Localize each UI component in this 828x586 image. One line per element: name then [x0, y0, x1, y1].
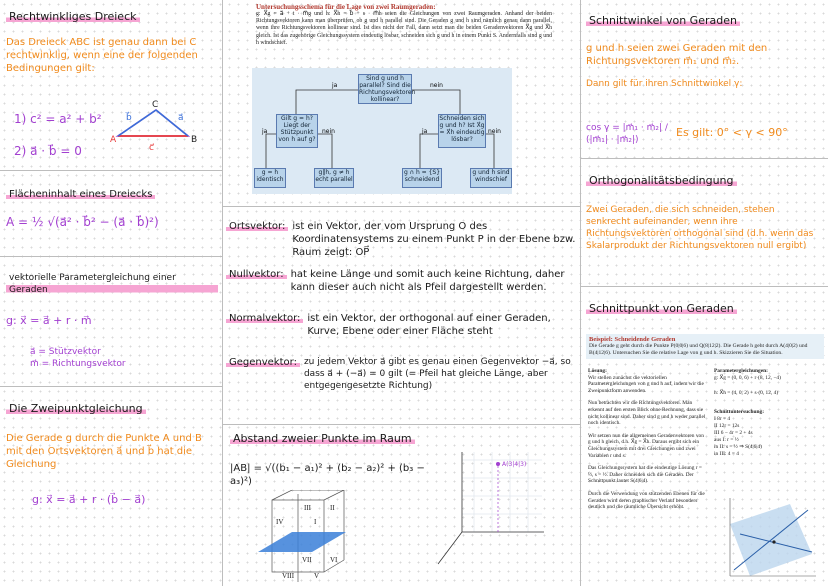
label-B: B — [191, 135, 198, 145]
section-text: g und h seien zwei Geraden mit den Richtungsvektoren m⃗₁ und m⃗₂. — [586, 43, 768, 67]
analysis-scheme — [256, 3, 552, 47]
section-text-2: Dann gilt für ihren Schnittwinkel γ: — [586, 79, 743, 89]
divider — [580, 286, 828, 287]
scheme-text: g: X⃗g = a⃗ + t · m⃗g und h: X⃗h = b⃗ + s · m⃗h seien die Gleichungen von zwei Raumgeraden. Anhand der beiden Richtungsvektoren kann man überprüfen, ob g und h parallel sind. Die Geraden g und h sind nämlich genau dann parallel, wenn ihre Richtungsvektoren kollinear sind. Ist dies nicht der Fall, dann setzt man die beiden Geradenvektoren X⃗g und X⃗h gleich. Ist das zugehörige Gleichungssystem eindeutig lösbar, schneiden sich g und h in einem Punkt S. Andernfalls sind g und h windschief. — [256, 11, 552, 46]
scheme-title: Untersuchungsschema für die Lage von zwei Raumgeraden: — [256, 3, 436, 11]
definition-normal-vector — [226, 312, 576, 356]
distance-formula: |AB| = √((b₁ − a₁)² + (b₂ − a₂)² + (b₃ − a₃)²) — [230, 463, 425, 487]
flow-no-label: nein — [488, 128, 501, 135]
angle-range-note: Es gilt: 0° < γ < 90° — [676, 126, 788, 139]
flow-yes-label: ja — [422, 128, 428, 135]
octant-label: III — [304, 504, 311, 512]
section-parameter-equation — [6, 272, 218, 370]
section-title: Die Zweipunktgleichung — [6, 402, 146, 416]
divider — [222, 424, 580, 425]
solution-paragraph: Wir stellen zunächst die vektoriellen Parametergleichungen von g und h auf, indem wir die Zweipunktform anwenden. — [588, 374, 704, 394]
section-intersection-point — [586, 302, 737, 316]
flow-yes-label: ja — [332, 82, 338, 89]
section-title: Schnittpunkt von Geraden — [586, 302, 737, 316]
definition-position-vector — [226, 220, 576, 262]
column-divider-left — [222, 0, 223, 586]
system-label: Schnittuntersuchung: — [714, 409, 765, 415]
octant-label: VII — [302, 556, 312, 564]
definition-text: ist ein Vektor, der vom Ursprung O des Koordinatensystems zu einem Punkt P in der Ebene bzw. Raum zeigt: OP⃗ — [292, 221, 576, 258]
section-right-triangle — [6, 10, 218, 75]
octant-label: I — [314, 518, 317, 526]
term: Nullvektor: — [226, 268, 287, 281]
section-title: Flächeninhalt eines Dreiecks — [6, 188, 155, 201]
flow-no-label: nein — [430, 82, 443, 89]
section-intersection-angle — [586, 14, 822, 90]
section-text: Die Gerade g durch die Punkte A und B mit den Ortsvektoren a⃗ und b⃗ hat die Gleichung — [6, 433, 202, 470]
flow-question-parallel: Sind g und h parallel? Sind die Richtungsvektoren kollinear? — [359, 75, 416, 103]
coordinate-plot — [432, 448, 548, 584]
octant-label: VIII — [282, 572, 295, 580]
definition-null-vector — [226, 268, 576, 312]
label-vec-c: c⃗ — [149, 143, 154, 153]
divider — [222, 206, 580, 207]
system-row: in III: 4 = 4 — [714, 451, 739, 457]
example-text: Die Gerade g geht durch die Punkte P(0|0|6) und Q(8|12|2). Die Gerade h geht durch A(4|0|2) und B(4|12|6). Untersuchen Sie die relative Lage von g und h. Skizzieren Sie die Situation. — [589, 343, 808, 356]
two-point-equation: g: x⃗ = a⃗ + r · (b⃗ − a⃗) — [32, 493, 146, 506]
label-A: A — [110, 135, 117, 145]
flow-question-intersect: Schneiden sich g und h? Ist X⃗g = X⃗h eindeutig lösbar? — [438, 114, 486, 148]
equation-pythagoras: 1) c² = a² + b² — [14, 112, 102, 126]
flow-yes-label: ja — [262, 128, 268, 135]
solution-paragraph: Wir setzen nun die allgemeinen Geradenvektoren von g und h gleich, d.h. X⃗g = X⃗h. Daraus ergibt sich ein Gleichungssystem mit drei Gleichungen und zwei Variablen r und s. — [588, 432, 704, 459]
system-row: II 12r = 12s — [714, 423, 740, 429]
param-label: Parametergleichungen: — [714, 368, 768, 374]
flow-result-identical: g = h identisch — [254, 168, 286, 188]
octant-label: VI — [330, 556, 338, 564]
system-row: III 6 − 4r = 2 + 4s — [714, 430, 753, 436]
solution-paragraph: Nun betrachten wir die Richtungsvektoren. Man erkennt auf den ersten Blick ohne Rechnung, dass sie nicht kollinear sind. Daher sind g und h weder parallel noch identisch. — [588, 400, 706, 427]
label-C: C — [152, 100, 159, 110]
triangle-diagram — [104, 98, 204, 154]
flow-question-identical: Gilt g = h? Liegt der Stützpunkt von h auf g? — [276, 114, 318, 148]
section-title: Rechtwinkliges Dreieck — [6, 10, 140, 24]
system-row: aus I: r = ½ — [714, 437, 739, 443]
term: Ortsvektor: — [226, 220, 288, 233]
divider — [580, 158, 828, 159]
divider — [0, 256, 222, 257]
section-title: Schnittwinkel von Geraden — [586, 14, 740, 28]
solution-math — [714, 368, 822, 458]
section-orthogonality — [586, 174, 822, 252]
section-triangle-area — [6, 188, 218, 230]
section-title: Orthogonalitätsbedingung — [586, 174, 737, 188]
octant-label: II — [330, 504, 335, 512]
definition-text: ist ein Vektor, der orthogonal auf einer Geraden, Kurve, Ebene oder einer Fläche steht — [307, 313, 551, 337]
intersection-sketch — [720, 494, 820, 580]
label-vec-b: b⃗ — [126, 113, 132, 123]
definition-text: zu jedem Vektor a⃗ gibt es genau einen Gegenvektor −a⃗, so dass a⃗ + (−a⃗) = 0 gilt (= Pfeil hat gleiche Länge, aber entgegengesetzte Richtung) — [303, 357, 571, 391]
section-two-point-equation — [6, 402, 218, 507]
section-text: Das Dreieck ABC ist genau dann bei C rechtwinklig, wenn eine der folgenden Bedingungen gilt: — [6, 37, 198, 74]
label-vec-a: a⃗ — [178, 113, 184, 123]
term: Gegenvektor: — [226, 356, 300, 369]
parameter-equation: g: x⃗ = a⃗ + r · m⃗ — [6, 314, 92, 327]
area-formula: A = ½ √(a⃗² · b⃗² − (a⃗ · b⃗)²) — [6, 215, 159, 229]
section-text: Zwei Geraden, die sich schneiden, stehen senkrecht aufeinander, wenn ihre Richtungsvektoren orthogonal sind (d.h. wenn das Skalarprodukt der Richtungsvektoren null ergibt) — [586, 205, 814, 251]
solution-paragraph: Das Gleichungssystem hat die eindeutige Lösung r = ½, s = ½. Daher schneiden sich die Geraden. Der Schnittpunkt lautet S(4|6|4). — [588, 465, 702, 485]
point-label: A(3|4|3) — [502, 461, 527, 468]
definition-text: hat keine Länge und somit auch keine Richtung, daher kann dieser auch nicht als Pfeil dargestellt werden. — [290, 269, 565, 293]
octant-label: IV — [276, 518, 284, 526]
system-row: I 8r = 4 — [714, 416, 731, 422]
flowchart — [252, 68, 512, 194]
definition-support-vector: a⃗ = Stützvektor — [30, 347, 101, 357]
column-divider-right — [580, 0, 581, 586]
solution-label: Lösung: — [588, 368, 607, 374]
section-title: Abstand zweier Punkte im Raum — [230, 432, 415, 446]
solution-paragraph: Durch die Verwendung von stützenden Ebenen für die Geraden wird deren graphischer Verlauf besonders deutlich und die räumliche Übersicht erhöht. — [588, 490, 705, 511]
definition-direction-vector: m⃗ = Richtungsvektor — [30, 359, 126, 369]
flow-result-parallel: g‖h, g ≠ h echt parallel — [314, 168, 354, 188]
param-h: h: X⃗h = (4, 0, 2) + s·(0, 12, 4) — [714, 390, 779, 396]
divider — [0, 170, 222, 171]
octant-label: V — [314, 572, 320, 580]
term: Normalvektor: — [226, 312, 303, 325]
system-row: in II: s = ½ ⇒ S(4|6|4) — [714, 444, 762, 450]
flow-result-intersecting: g ∩ h = {S} schneidend — [402, 168, 442, 188]
flow-no-label: nein — [322, 128, 335, 135]
definitions — [226, 220, 576, 408]
divider — [0, 386, 222, 387]
param-g: g: X⃗g = (0, 0, 6) + r·(8, 12, −4) — [714, 375, 781, 381]
definition-opposite-vector — [226, 356, 576, 408]
section-distance — [230, 432, 415, 446]
equation-dot-product: 2) a⃗ · b⃗ = 0 — [14, 144, 82, 158]
angle-formula: cos γ = |m⃗₁ · m⃗₂| / (|m⃗₁| · |m⃗₂|) — [586, 123, 668, 145]
solution-text — [588, 368, 706, 511]
flow-result-skew: g und h sind windschief — [470, 168, 512, 188]
section-title: vektorielle Parametergleichung einer Geraden — [6, 272, 218, 296]
example-box — [586, 334, 824, 359]
example-title: Beispiel: Schneidende Geraden — [589, 336, 676, 343]
octant-cube-diagram — [252, 490, 352, 584]
